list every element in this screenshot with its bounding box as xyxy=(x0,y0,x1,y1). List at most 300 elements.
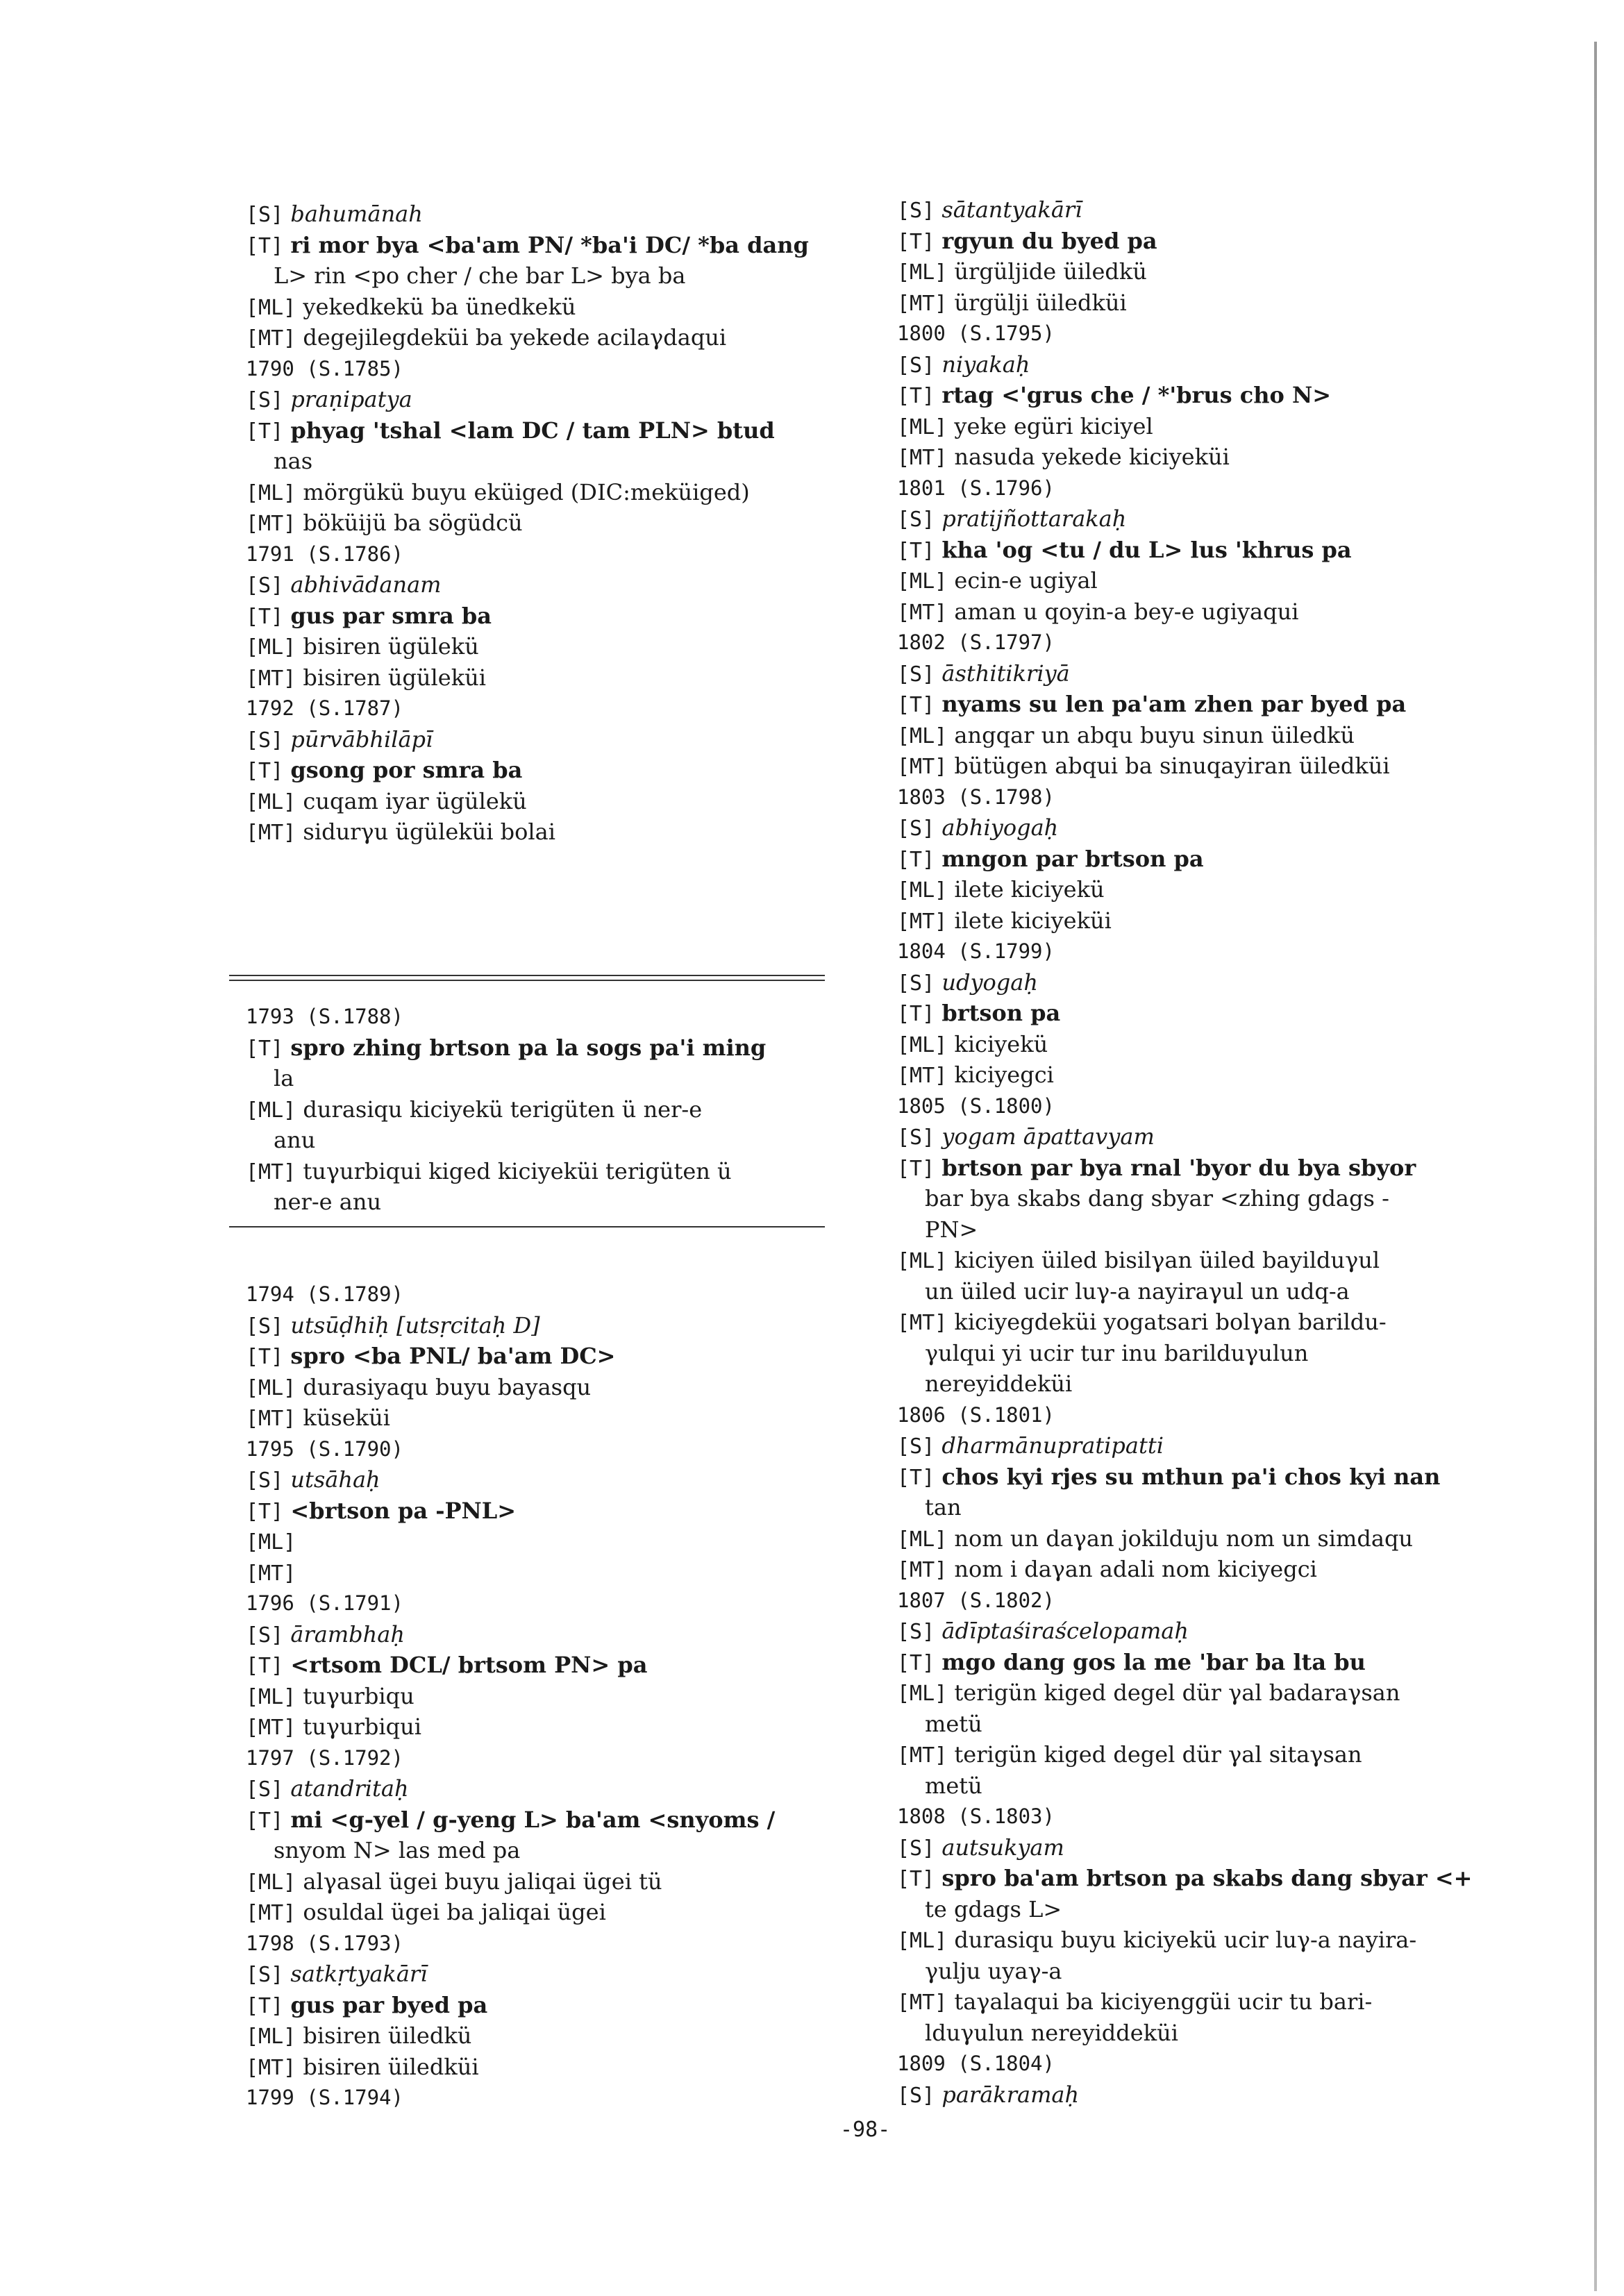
field-text: mörgükü buyu eküiged (DIC:meküiged) xyxy=(303,478,750,505)
field-text: <rtsom DCL/ brtsom PN> pa xyxy=(290,1652,648,1678)
field-text: abhivādanam xyxy=(290,571,442,598)
entry-line-s xyxy=(897,1121,1155,1153)
field-text: bütügen abqui ba sinuqayiran üiledküi xyxy=(954,753,1390,779)
field-tag: [T] xyxy=(246,1654,284,1678)
entry-line-t xyxy=(246,415,775,447)
entry-number xyxy=(897,1091,1055,1121)
field-text: rtag <'grus che / *'brus cho N> xyxy=(941,382,1332,408)
field-text: 1809 (S.1804) xyxy=(897,2052,1055,2075)
field-text: bisiren üiledküi xyxy=(303,2053,479,2080)
entry-line-cont xyxy=(274,1187,381,1217)
entry-number xyxy=(246,1928,403,1959)
entry-line-cont xyxy=(274,1063,294,1093)
field-tag: [ML] xyxy=(897,1032,948,1057)
field-text: γulqui yi ucir tur inu barilduγulun xyxy=(925,1339,1309,1366)
field-text: parākramaḥ xyxy=(941,2081,1080,2108)
field-tag: [MT] xyxy=(897,446,948,470)
field-text: yeke egüri kiciyel xyxy=(954,412,1153,439)
field-tag: [MT] xyxy=(897,909,948,934)
entry-number xyxy=(897,318,1055,349)
field-text: ürgüljide üiledkü xyxy=(954,258,1147,285)
field-text: 1796 (S.1791) xyxy=(246,1591,403,1615)
field-text: bisiren ügülekü xyxy=(303,633,479,660)
field-text: gsong por smra ba xyxy=(290,757,523,783)
entry-number xyxy=(246,539,403,569)
field-tag: [T] xyxy=(246,604,284,629)
field-text: yekedkekü ba ünedkekü xyxy=(303,293,576,320)
field-tag: [T] xyxy=(246,1993,284,2018)
field-text: satkṛtyakārī xyxy=(290,1961,428,1987)
field-tag: [MT] xyxy=(897,1064,948,1088)
field-text: ādīptaśiraścelopamaḥ xyxy=(941,1618,1189,1644)
entry-line-mt xyxy=(246,1156,732,1188)
field-text: taγalaqui ba kiciyenggüi ucir tu bari- xyxy=(954,1988,1373,2015)
field-text: bar bya skabs dang sbyar <zhing gdags - xyxy=(925,1185,1389,1212)
entry-line-ml xyxy=(246,1094,702,1126)
field-text: nyams su len pa'am zhen par byed pa xyxy=(941,691,1407,717)
field-text: sidurγu ügüleküi bolai xyxy=(303,819,555,845)
entry-line-t xyxy=(897,1153,1416,1184)
entry-line-t xyxy=(897,844,1204,875)
entry-number xyxy=(897,936,1055,966)
entry-line-t xyxy=(897,998,1060,1030)
field-text: 1807 (S.1802) xyxy=(897,1588,1055,1612)
entry-line-mt xyxy=(246,322,726,354)
field-text: atandritaḥ xyxy=(290,1775,409,1802)
field-text: 1799 (S.1794) xyxy=(246,2086,403,2109)
entry-line-ml xyxy=(246,2020,471,2052)
entry-line-ml xyxy=(897,1925,1416,1956)
field-text: pūrvābhilāpī xyxy=(290,726,433,753)
entry-line-ml xyxy=(246,292,576,324)
entry-line-mt xyxy=(897,1307,1387,1339)
entry-line-t xyxy=(246,1990,487,2022)
field-tag: [T] xyxy=(246,1345,284,1369)
entry-line-cont xyxy=(925,1183,1389,1214)
entry-line-ml xyxy=(897,1523,1413,1555)
entry-number xyxy=(246,1588,403,1618)
field-text: sātantyakārī xyxy=(941,196,1082,223)
field-tag: [ML] xyxy=(246,789,296,814)
field-tag: [T] xyxy=(246,419,284,444)
field-tag: [S] xyxy=(897,508,935,532)
field-tag: [ML] xyxy=(897,414,948,439)
field-text: 1797 (S.1792) xyxy=(246,1745,403,1770)
field-tag: [T] xyxy=(246,233,284,258)
field-tag: [MT] xyxy=(246,1901,296,1925)
field-text: la xyxy=(274,1065,294,1091)
entry-line-s xyxy=(897,967,1038,999)
page-number: -98- xyxy=(840,2118,891,2142)
field-tag: [ML] xyxy=(897,569,948,594)
entry-line-t xyxy=(897,226,1157,258)
field-text: un üiled ucir luγ-a nayiraγul un udq-a xyxy=(925,1277,1350,1305)
field-tag: [MT] xyxy=(246,1716,296,1740)
field-text: chos kyi rjes su mthun pa'i chos kyi nan xyxy=(941,1463,1441,1490)
entry-line-s xyxy=(897,349,1030,381)
field-tag: [ML] xyxy=(246,1870,296,1895)
field-tag: [MT] xyxy=(897,1311,948,1335)
entry-line-ml xyxy=(246,1526,296,1558)
field-tag: [S] xyxy=(246,1623,284,1648)
field-text: spro ba'am brtson pa skabs dang sbyar <+ xyxy=(941,1865,1473,1891)
field-tag: [ML] xyxy=(897,260,948,285)
field-tag: [S] xyxy=(897,1434,935,1459)
field-text: 1802 (S.1797) xyxy=(897,630,1055,654)
entry-line-t xyxy=(897,689,1406,721)
field-tag: [S] xyxy=(897,353,935,378)
field-text: durasiqu kiciyekü terigüten ü ner-e xyxy=(303,1096,703,1123)
field-tag: [ML] xyxy=(246,1098,296,1123)
field-tag: [ML] xyxy=(897,1527,948,1552)
field-text: tuγurbiqu xyxy=(303,1682,415,1709)
field-tag: [T] xyxy=(897,1156,935,1181)
entry-line-mt xyxy=(246,1402,390,1434)
field-text: spro zhing brtson pa la sogs pa'i ming xyxy=(290,1034,767,1061)
entry-line-ml xyxy=(897,411,1153,443)
scan-edge-shadow xyxy=(1594,42,1597,2291)
field-text: durasiyaqu buyu bayasqu xyxy=(303,1373,592,1400)
entry-line-mt xyxy=(897,1059,1054,1091)
field-tag: [T] xyxy=(897,384,935,408)
field-tag: [S] xyxy=(897,816,935,841)
entry-line-s xyxy=(246,384,412,416)
field-text: āsthitikriyā xyxy=(941,660,1070,687)
field-text: anu xyxy=(274,1127,316,1153)
field-text: mgo dang gos la me 'bar ba lta bu xyxy=(941,1648,1366,1675)
field-text: tuγurbiqui xyxy=(303,1713,421,1740)
field-tag: [T] xyxy=(897,1650,935,1675)
field-text: brtson pa xyxy=(941,1000,1061,1026)
entry-line-cont xyxy=(925,1894,1062,1925)
entry-line-s xyxy=(897,658,1070,690)
field-text: alγasal ügei buyu jaliqai ügei tü xyxy=(303,1868,662,1895)
field-text: utsūḍhiḥ [utsṛcitaḥ D] xyxy=(290,1312,540,1339)
entry-line-s xyxy=(246,1619,405,1651)
field-tag: [ML] xyxy=(897,1249,948,1273)
field-text: 1804 (S.1799) xyxy=(897,939,1055,963)
field-text: 1801 (S.1796) xyxy=(897,476,1055,500)
field-text: autsukyam xyxy=(941,1834,1064,1861)
entry-line-mt xyxy=(246,1897,606,1929)
entry-line-s xyxy=(246,1310,540,1342)
entry-line-t xyxy=(246,755,522,787)
field-text: gus par byed pa xyxy=(290,1991,488,2018)
entry-line-s xyxy=(246,1464,380,1496)
field-text: phyag 'tshal <lam DC / tam PLN> btud xyxy=(290,417,775,444)
field-text: 1793 (S.1788) xyxy=(246,1005,403,1028)
field-text: böküijü ba sögüdcü xyxy=(303,510,523,536)
field-tag: [ML] xyxy=(897,1682,948,1706)
field-tag: [ML] xyxy=(246,480,296,505)
field-text: mi <g-yel / g-yeng L> ba'am <snyoms / xyxy=(290,1806,776,1833)
entry-line-s xyxy=(246,724,433,756)
field-tag: [T] xyxy=(246,1499,284,1524)
entry-line-s xyxy=(897,1430,1164,1462)
field-text: gus par smra ba xyxy=(290,602,492,629)
field-tag: [T] xyxy=(246,1808,284,1833)
field-tag: [MT] xyxy=(246,666,296,691)
entry-line-t xyxy=(246,1032,766,1064)
field-tag: [MT] xyxy=(897,600,948,625)
entry-number xyxy=(897,1400,1055,1430)
entry-line-mt xyxy=(897,751,1390,782)
entry-line-cont xyxy=(925,1709,982,1739)
field-tag: [MT] xyxy=(897,755,948,779)
field-text: snyom N> las med pa xyxy=(274,1837,521,1863)
field-text: 1791 (S.1786) xyxy=(246,542,403,566)
field-text: kiciyekü xyxy=(954,1030,1048,1057)
entry-line-s xyxy=(897,1832,1064,1864)
field-text: niyakaḥ xyxy=(941,351,1030,378)
entry-line-t xyxy=(246,1341,615,1373)
entry-line-ml xyxy=(246,1372,591,1404)
field-text: L> rin <po cher / che bar L> bya ba xyxy=(274,262,686,289)
entry-line-s xyxy=(246,569,442,601)
field-text: yogam āpattavyam xyxy=(941,1123,1155,1150)
field-tag: [MT] xyxy=(246,821,296,845)
field-text: 1808 (S.1803) xyxy=(897,1804,1055,1828)
field-tag: [T] xyxy=(246,1036,284,1061)
field-text: 1790 (S.1785) xyxy=(246,356,403,380)
entry-line-s xyxy=(246,1773,409,1805)
field-tag: [ML] xyxy=(246,635,296,660)
field-tag: [ML] xyxy=(246,295,296,320)
field-tag: [S] xyxy=(246,1314,284,1339)
field-text: 1803 (S.1798) xyxy=(897,785,1055,809)
field-tag: [ML] xyxy=(246,1684,296,1709)
entry-line-cont xyxy=(274,1835,520,1866)
entry-line-ml xyxy=(897,565,1098,597)
entry-number xyxy=(897,782,1055,812)
field-tag: [T] xyxy=(897,693,935,717)
field-text: rgyun du byed pa xyxy=(941,227,1157,254)
field-text: tuγurbiqui kiged kiciyeküi terigüten ü xyxy=(303,1157,732,1184)
field-tag: [S] xyxy=(897,662,935,687)
field-text: 1800 (S.1795) xyxy=(897,321,1055,345)
entry-line-ml xyxy=(246,786,527,818)
entry-number xyxy=(897,473,1055,503)
field-tag: [MT] xyxy=(246,1561,296,1586)
field-tag: [ML] xyxy=(246,2025,296,2049)
entry-line-t xyxy=(246,601,492,632)
entry-line-ml xyxy=(897,1029,1048,1061)
entry-number xyxy=(897,1585,1055,1616)
entry-line-ml xyxy=(897,874,1105,906)
field-tag: [T] xyxy=(897,1867,935,1891)
field-text: lduγulun nereyiddeküi xyxy=(925,2019,1178,2046)
field-tag: [T] xyxy=(246,759,284,783)
field-tag: [S] xyxy=(897,1620,935,1644)
entry-line-mt xyxy=(897,442,1230,474)
field-text: brtson par bya rnal 'byor du bya sbyor xyxy=(941,1154,1416,1181)
field-text: osuldal ügei ba jaliqai ügei xyxy=(303,1899,606,1925)
field-text: nereyiddeküi xyxy=(925,1371,1073,1397)
field-text: metü xyxy=(925,1772,982,1799)
section-divider-top xyxy=(229,975,825,981)
entry-line-t xyxy=(246,230,809,262)
entry-number xyxy=(246,693,403,723)
field-tag: [S] xyxy=(246,1777,284,1802)
field-tag: [MT] xyxy=(246,1407,296,1431)
field-text: 1806 (S.1801) xyxy=(897,1402,1055,1427)
entry-line-cont xyxy=(925,1368,1072,1399)
entry-line-mt xyxy=(246,2052,479,2084)
field-text: γulju uyaγ-a xyxy=(925,1957,1062,1984)
entry-line-mt xyxy=(897,1554,1317,1586)
entry-line-cont xyxy=(274,260,685,291)
field-text: <brtson pa -PNL> xyxy=(290,1497,517,1524)
field-tag: [S] xyxy=(246,728,284,753)
section-divider-bottom xyxy=(229,1226,825,1227)
field-tag: [MT] xyxy=(246,2055,296,2080)
field-tag: [MT] xyxy=(897,1743,948,1768)
entry-line-mt xyxy=(246,662,486,694)
field-tag: [S] xyxy=(897,2083,935,2108)
entry-line-t xyxy=(246,1804,775,1836)
entry-line-t xyxy=(246,1650,647,1682)
field-text: durasiqu buyu kiciyekü ucir luγ-a nayira- xyxy=(954,1927,1417,1953)
entry-line-t xyxy=(246,1495,516,1527)
field-text: mngon par brtson pa xyxy=(941,845,1204,872)
entry-line-ml xyxy=(897,720,1355,752)
field-text: degejilegdeküi ba yekede acilaγdaqui xyxy=(303,324,727,351)
entry-line-s xyxy=(897,1616,1189,1648)
entry-line-t xyxy=(897,380,1331,412)
field-tag: [ML] xyxy=(246,1530,296,1555)
field-text: PN> xyxy=(925,1216,978,1243)
field-text: ilete kiciyeküi xyxy=(954,907,1112,934)
entry-line-cont xyxy=(274,446,312,476)
field-text: abhiyogaḥ xyxy=(941,814,1059,841)
field-text: nom un daγan jokilduju nom un simdaqu xyxy=(954,1525,1414,1552)
entry-number xyxy=(246,1001,403,1032)
entry-line-ml xyxy=(897,1245,1380,1277)
field-text: kha 'og <tu / du L> lus 'khrus pa xyxy=(941,536,1352,563)
entry-number xyxy=(246,1743,403,1773)
field-text: 1795 (S.1790) xyxy=(246,1436,403,1461)
field-text: spro <ba PNL/ ba'am DC> xyxy=(290,1343,616,1369)
field-text: te gdags L> xyxy=(925,1895,1062,1922)
field-tag: [T] xyxy=(897,1465,935,1490)
entry-number xyxy=(897,1801,1055,1832)
field-text: 1805 (S.1800) xyxy=(897,1093,1055,1118)
field-tag: [ML] xyxy=(897,723,948,748)
entry-line-ml xyxy=(246,1866,662,1898)
entry-number xyxy=(246,1434,403,1464)
field-tag: [MT] xyxy=(246,512,296,536)
entry-line-cont xyxy=(925,1492,962,1523)
field-text: ner-e anu xyxy=(274,1189,382,1215)
field-text: angqar un abqu buyu sinun üiledkü xyxy=(954,721,1355,748)
entry-line-cont xyxy=(925,1956,1062,1986)
field-text: metü xyxy=(925,1710,982,1737)
entry-line-cont xyxy=(925,1214,978,1245)
field-text: bisiren üiledkü xyxy=(303,2022,472,2049)
field-text: 1794 (S.1789) xyxy=(246,1282,403,1306)
entry-line-s xyxy=(246,1959,427,1991)
entry-line-s xyxy=(897,503,1126,535)
entry-line-mt xyxy=(897,287,1127,319)
field-text: kiciyegci xyxy=(954,1062,1054,1088)
entry-line-mt xyxy=(246,816,555,848)
entry-line-t xyxy=(897,1461,1440,1493)
field-text: ri mor bya <ba'am PN/ *ba'i DC/ *ba dang xyxy=(290,231,809,258)
field-tag: [MT] xyxy=(246,326,296,351)
entry-line-mt xyxy=(246,508,523,539)
field-text: utsāhaḥ xyxy=(290,1466,380,1493)
entry-line-s xyxy=(897,812,1058,844)
field-tag: [S] xyxy=(897,971,935,996)
field-tag: [T] xyxy=(897,538,935,563)
field-tag: [S] xyxy=(246,573,284,598)
field-tag: [MT] xyxy=(897,1991,948,2015)
field-text: terigün kiged degel dür γal badaraγsan xyxy=(954,1679,1400,1706)
entry-line-cont xyxy=(925,1338,1308,1368)
field-tag: [MT] xyxy=(246,1159,296,1184)
field-text: dharmānupratipatti xyxy=(941,1432,1164,1459)
entry-line-ml xyxy=(246,1681,415,1713)
field-text: ilete kiciyekü xyxy=(954,876,1105,903)
field-text: terigün kiged degel dür γal sitaγsan xyxy=(954,1741,1362,1768)
field-tag: [S] xyxy=(246,388,284,412)
field-tag: [S] xyxy=(897,1125,935,1150)
field-text: udyogaḥ xyxy=(941,969,1038,996)
entry-number xyxy=(246,2082,403,2113)
entry-line-ml xyxy=(897,1677,1400,1709)
field-text: ecin-e ugiyal xyxy=(954,567,1098,594)
field-tag: [ML] xyxy=(897,878,948,903)
field-tag: [S] xyxy=(246,203,284,227)
field-tag: [S] xyxy=(897,199,935,223)
entry-line-ml xyxy=(246,631,479,663)
entry-line-s xyxy=(897,194,1082,226)
entry-line-mt xyxy=(897,905,1112,937)
entry-line-mt xyxy=(897,1739,1362,1771)
field-tag: [S] xyxy=(246,1963,284,1987)
field-text: cuqam iyar ügülekü xyxy=(303,787,527,814)
entry-line-cont xyxy=(925,1276,1350,1307)
field-tag: [MT] xyxy=(897,291,948,316)
field-tag: [T] xyxy=(897,1002,935,1026)
field-text: 1798 (S.1793) xyxy=(246,1931,403,1955)
entry-line-t xyxy=(897,1647,1366,1679)
field-text: bahumānah xyxy=(290,201,423,227)
field-tag: [S] xyxy=(897,1836,935,1861)
field-text: nom i daγan adali nom kiciyegci xyxy=(954,1556,1317,1582)
field-text: 1792 (S.1787) xyxy=(246,696,403,720)
field-text: bisiren ügüleküi xyxy=(303,664,486,691)
field-text: kiciyegdeküi yogatsari bolγan barildu- xyxy=(954,1309,1387,1335)
field-text: tan xyxy=(925,1494,962,1520)
entry-line-t xyxy=(897,535,1352,567)
entry-line-t xyxy=(897,1863,1472,1895)
entry-line-cont xyxy=(925,2018,1178,2048)
field-text: nas xyxy=(274,448,313,474)
field-text: kiciyen üiled bisilγan üiled bayilduγul xyxy=(954,1247,1380,1273)
entry-line-s xyxy=(246,199,423,231)
field-tag: [T] xyxy=(897,847,935,872)
entry-number xyxy=(246,353,403,384)
entry-line-mt xyxy=(246,1711,421,1743)
field-tag: [S] xyxy=(246,1468,284,1493)
field-tag: [T] xyxy=(897,229,935,254)
entry-line-cont xyxy=(274,1125,315,1155)
entry-line-s xyxy=(897,2079,1079,2111)
field-text: küseküi xyxy=(303,1405,391,1431)
field-tag: [MT] xyxy=(897,1558,948,1582)
entry-number xyxy=(897,627,1055,657)
